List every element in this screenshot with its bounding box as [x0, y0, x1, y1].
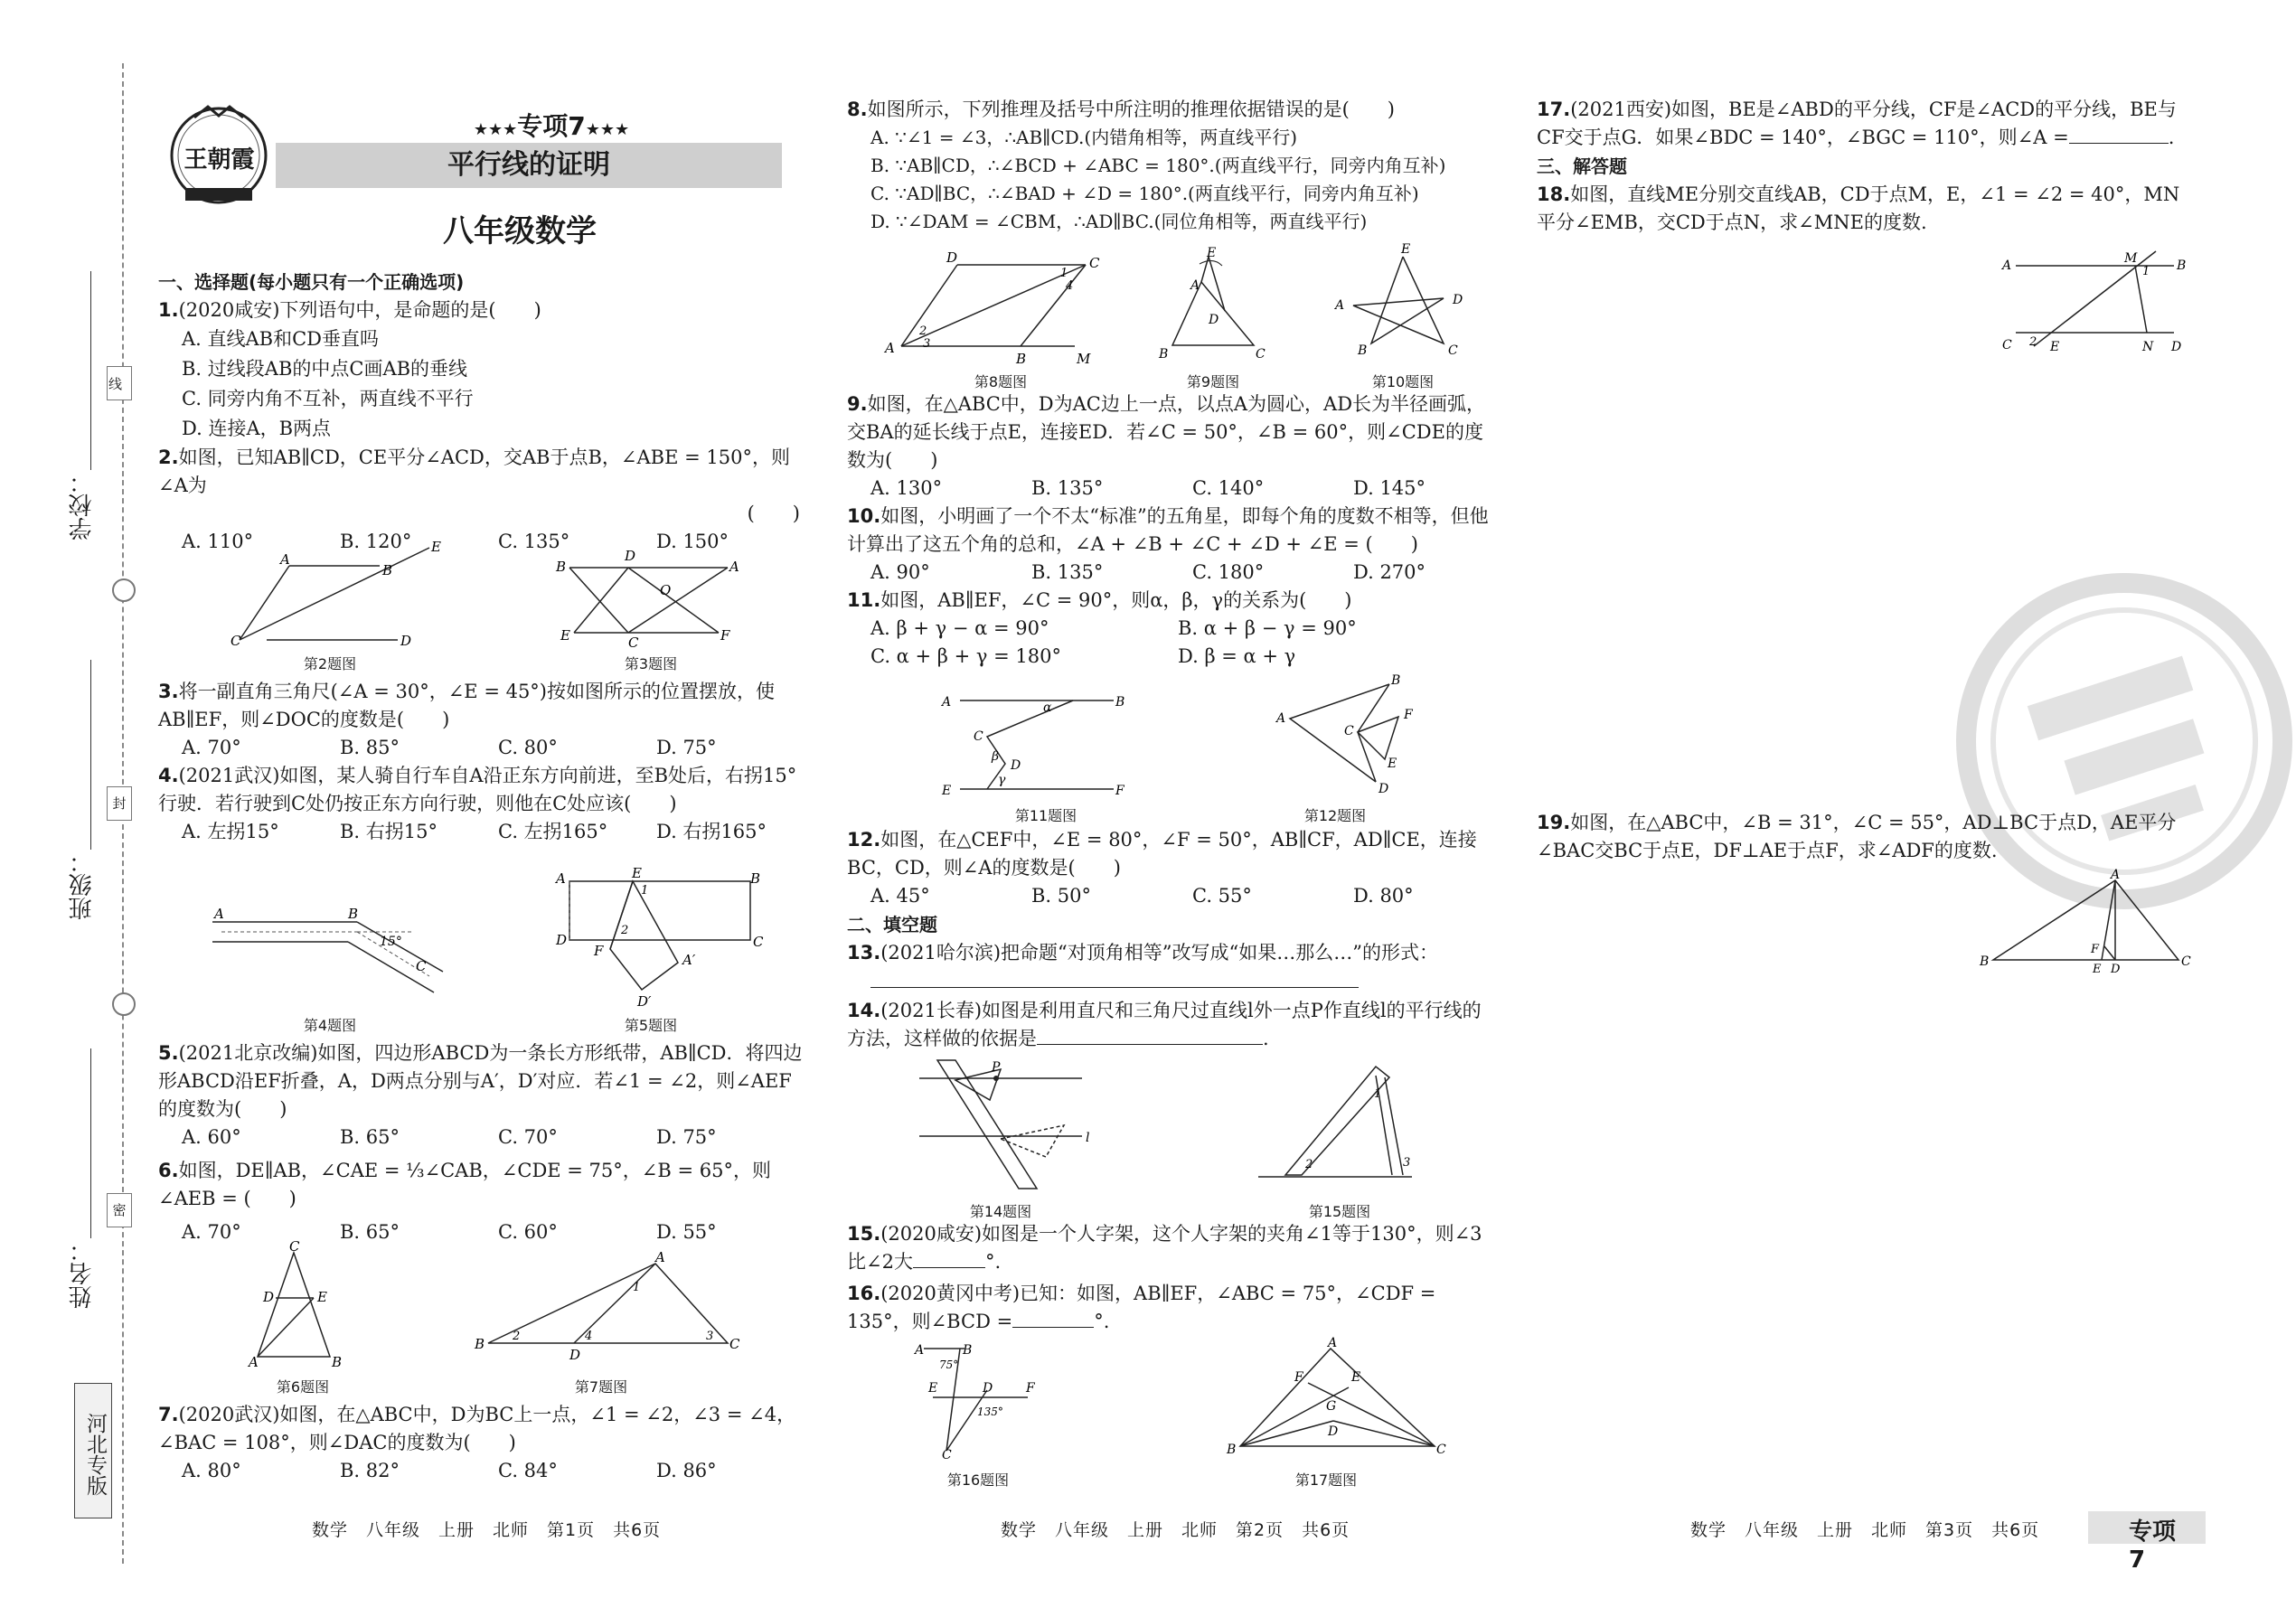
ornament-icon [112, 992, 136, 1016]
q12-option-c[interactable]: C. 55° [1192, 885, 1252, 907]
svg-text:1: 1 [1374, 1087, 1382, 1101]
svg-text:B: B [332, 1354, 343, 1370]
name-blank[interactable] [90, 1048, 91, 1238]
question-11: 11.如图，AB∥EF，∠C = 90°，则α，β，γ的关系为( ) [847, 589, 1352, 611]
q1-option-d[interactable]: D. 连接A，B两点 [182, 418, 332, 439]
caption-fig4: 第4题图 [303, 1017, 357, 1034]
svg-text:F: F [720, 627, 730, 644]
brand-logo [158, 99, 280, 212]
q4-option-a[interactable]: A. 左拐15° [182, 821, 279, 842]
q3-options [158, 734, 809, 762]
q3-option-d[interactable]: D. 75° [656, 737, 717, 758]
figure-11 [942, 682, 1123, 800]
svg-text:15°: 15° [380, 935, 402, 949]
svg-text:A: A [249, 1354, 259, 1370]
caption-fig16: 第16题图 [946, 1471, 1010, 1489]
brand-name: 王朝霞 [183, 146, 255, 174]
svg-text:A: A [1276, 711, 1286, 726]
q3-option-c[interactable]: C. 80° [498, 737, 558, 758]
question-18: 18.如图，直线ME分别交直线AB，CD于点M，E，∠1 = ∠2 = 40°，MN平分∠EMB，交CD于点N，求∠MNE的度数. [1537, 183, 2180, 233]
svg-text:C: C [753, 934, 764, 950]
question-14: 14.(2021长春)如图是利用直尺和三角尺过直线l外一点P作直线l的平行线的方法，这样做的依据是 . [847, 1000, 1482, 1049]
svg-text:E: E [2050, 340, 2060, 354]
figure-3 [556, 542, 746, 651]
svg-text:M: M [1077, 351, 1091, 367]
q11-option-d[interactable]: D. β = α + γ [1178, 645, 1296, 667]
footer-page-3: 数学 八年级 上册 北师 第3页 共6页 [1690, 1520, 2040, 1540]
question-17: 17.(2021西安)如图，BE是∠ABD的平分线，CF是∠ACD的平分线，BE与CF交于点G．如果∠BDC = 140°，∠BGC = 110°，则∠A = . [1537, 99, 2177, 148]
svg-text:A: A [1335, 298, 1345, 313]
svg-text:B: B [382, 562, 393, 578]
question-16: 16.(2020黄冈中考)已知：如图，AB∥EF，∠ABC = 75°，∠CDF = 135°，则∠BCD = °. [847, 1283, 1436, 1332]
caption-fig7: 第7题图 [574, 1378, 628, 1396]
svg-text:B: B [1227, 1443, 1237, 1457]
q8-options [847, 124, 1498, 236]
figure-10 [1331, 244, 1475, 362]
figure-18 [1998, 251, 2188, 360]
caption-fig5: 第5题图 [624, 1017, 678, 1034]
svg-text:B: B [348, 906, 359, 922]
svg-text:A: A [729, 559, 739, 575]
figure-14 [919, 1053, 1100, 1198]
edition-badge: 河北专版 [74, 1383, 112, 1518]
q16-answer-blank[interactable] [1012, 1309, 1094, 1328]
topic-label: ★★★专项7★★★ [473, 111, 630, 141]
svg-text:C: C [289, 1238, 300, 1255]
svg-text:C: C [1436, 1443, 1446, 1457]
svg-text:E: E [1207, 246, 1217, 260]
svg-text:3: 3 [706, 1330, 714, 1343]
q5-option-a[interactable]: A. 60° [182, 1126, 241, 1148]
q6-options [158, 1218, 809, 1246]
svg-text:α: α [1043, 700, 1052, 715]
svg-text:C: C [1089, 255, 1100, 271]
svg-text:A: A [655, 1249, 665, 1265]
q6-option-a[interactable]: A. 70° [182, 1221, 241, 1243]
question-2: 2.如图，已知AB∥CD，CE平分∠ACD，交AB于点B，∠ABE = 150°，则∠A为 [158, 447, 790, 496]
q4-option-d[interactable]: D. 右拐165° [656, 821, 767, 842]
figure-6 [249, 1238, 348, 1370]
svg-text:135°: 135° [977, 1405, 1003, 1418]
question-1: 1.(2020咸安)下列语句中，是命题的是( ) [158, 299, 541, 321]
svg-text:C: C [416, 958, 427, 974]
svg-text:B: B [1391, 673, 1401, 688]
svg-text:C: C [1256, 347, 1266, 362]
q10-option-d[interactable]: D. 270° [1353, 561, 1426, 583]
column-3 [1537, 0, 2191, 1617]
q7-options [158, 1457, 809, 1485]
q1-option-a[interactable]: A. 直线AB和CD垂直吗 [182, 328, 380, 350]
q12-options [847, 882, 1498, 910]
svg-text:A: A [1328, 1336, 1338, 1350]
section-fill: 二、填空题 [847, 914, 937, 935]
svg-text:D: D [1453, 293, 1463, 307]
q12-option-b[interactable]: B. 50° [1031, 885, 1092, 907]
svg-text:D: D [1011, 758, 1021, 773]
question-10: 10.如图，小明画了一个不太“标准”的五角星，即每个角的度数不相等，但他计算出了这五个角的总和，∠A + ∠B + ∠C + ∠D + ∠E = ( ) [847, 505, 1489, 555]
question-8: 8.如图所示，下列推理及括号中所注明的推理依据错误的是( ) [847, 99, 1395, 120]
q10-options [847, 559, 1498, 587]
svg-text:A: A [1190, 278, 1200, 293]
svg-text:l: l [1086, 1131, 1090, 1145]
svg-text:O: O [660, 582, 672, 598]
svg-text:E: E [1388, 757, 1397, 771]
q10-option-c[interactable]: C. 180° [1192, 561, 1265, 583]
svg-text:E: E [1401, 242, 1411, 257]
svg-text:2: 2 [513, 1330, 521, 1343]
footer-topic-tag: 专项7 [2129, 1518, 2177, 1574]
svg-text:B: B [1980, 954, 1990, 969]
caption-fig12: 第12题图 [1303, 807, 1367, 824]
q1-options [158, 324, 809, 444]
svg-text:D: D [625, 548, 636, 564]
question-9: 9.如图，在△ABC中，D为AC边上一点，以点A为圆心，AD长为半径画弧，交BA的延长线于点E，连接ED．若∠C = 50°，∠B = 60°，则∠CDE的度数为( ) [847, 393, 1486, 471]
svg-text:F: F [594, 943, 604, 959]
svg-text:3: 3 [923, 337, 931, 351]
q8-option-d[interactable]: D. ∵∠DAM = ∠CBM，∴AD∥BC.(同位角相等，两直线平行) [870, 211, 1368, 232]
q5-options [158, 1123, 809, 1152]
ornament-icon [112, 578, 136, 602]
svg-text:A: A [214, 906, 224, 922]
q10-option-a[interactable]: A. 90° [870, 561, 930, 583]
q9-option-b[interactable]: B. 135° [1031, 477, 1104, 499]
q9-option-d[interactable]: D. 145° [1353, 477, 1426, 499]
svg-text:1: 1 [633, 1281, 641, 1294]
section-choice: 一、选择题(每小题只有一个正确选项) [158, 271, 465, 293]
q11-option-b[interactable]: B. α + β − γ = 90° [1178, 617, 1357, 639]
svg-text:A: A [885, 340, 895, 356]
q7-option-c[interactable]: C. 84° [498, 1460, 558, 1481]
q2-option-c[interactable]: C. 135° [498, 531, 570, 552]
q11-option-c[interactable]: C. α + β + γ = 180° [870, 645, 1061, 667]
svg-text:P: P [992, 1060, 1001, 1075]
question-4: 4.(2021武汉)如图，某人骑自行车自A沿正东方向前进，至B处后，右拐15°行驶．若行驶到C处仍按正东方向行驶，则他在C处应该( ) [158, 765, 797, 814]
svg-text:2: 2 [919, 324, 927, 338]
caption-fig15: 第15题图 [1308, 1203, 1371, 1220]
svg-text:E: E [1351, 1370, 1361, 1385]
question-13: 13.(2021哈尔滨)把命题“对顶角相等”改写成“如果…那么…”的形式： [847, 942, 1438, 964]
class-label: 班级： [69, 850, 96, 920]
svg-text:1: 1 [2142, 265, 2150, 278]
caption-fig17: 第17题图 [1294, 1471, 1358, 1489]
svg-text:A: A [2111, 868, 2121, 882]
q9-option-c[interactable]: C. 140° [1192, 477, 1265, 499]
svg-text:4: 4 [585, 1330, 593, 1343]
svg-text:D: D [263, 1289, 275, 1305]
svg-text:D′: D′ [637, 993, 652, 1010]
figure-12 [1272, 673, 1416, 795]
q6-option-c[interactable]: C. 60° [498, 1221, 558, 1243]
class-blank[interactable] [90, 660, 91, 850]
q3-option-b[interactable]: B. 85° [340, 737, 400, 758]
q7-option-a[interactable]: A. 80° [182, 1460, 241, 1481]
q2-option-b[interactable]: B. 120° [340, 531, 412, 552]
svg-text:A: A [2002, 259, 2012, 273]
line-marker: 线 [107, 366, 132, 400]
svg-text:B: B [963, 1343, 973, 1358]
q14-answer-blank[interactable] [1037, 1026, 1263, 1045]
svg-text:C: C [2181, 954, 2191, 969]
q11-option-a[interactable]: A. β + γ − α = 90° [870, 617, 1049, 639]
svg-text:B: B [1115, 695, 1125, 710]
dense-marker: 密 [107, 1193, 132, 1227]
svg-text:E: E [632, 865, 642, 881]
svg-text:B: B [1358, 343, 1368, 358]
svg-text:D: D [983, 1381, 993, 1396]
q4-option-b[interactable]: B. 右拐15° [340, 821, 438, 842]
name-label: 姓名： [69, 1238, 96, 1309]
svg-text:D: D [569, 1347, 581, 1363]
svg-text:A: A [915, 1343, 925, 1358]
svg-text:D: D [1328, 1424, 1339, 1439]
svg-text:C: C [1344, 724, 1354, 738]
svg-text:F: F [1115, 784, 1124, 798]
svg-text:1: 1 [641, 884, 649, 898]
q9-options [847, 475, 1498, 503]
q11-options-row1 [847, 615, 1498, 643]
caption-fig8: 第8题图 [974, 373, 1028, 390]
svg-text:E: E [2093, 963, 2102, 976]
caption-fig3: 第3题图 [624, 655, 678, 672]
figure-9 [1154, 246, 1272, 363]
footer-page-2: 数学 八年级 上册 北师 第2页 共6页 [1001, 1520, 1350, 1540]
q2-answer-paren[interactable]: ( ) [747, 503, 800, 524]
q2-option-d[interactable]: D. 150° [656, 531, 729, 552]
question-12: 12.如图，在△CEF中，∠E = 80°，∠F = 50°，AB∥CF，AD∥CE，连接BC，CD，则∠A的度数是( ) [847, 829, 1477, 879]
q13-answer-blank[interactable] [870, 967, 1359, 988]
question-7: 7.(2020武汉)如图，在△ABC中，D为BC上一点，∠1 = ∠2，∠3 = ∠4，∠BAC = 108°，则∠DAC的度数为( ) [158, 1404, 796, 1453]
svg-text:C: C [628, 635, 639, 651]
svg-text:F: F [1294, 1370, 1303, 1385]
caption-fig11: 第11题图 [1014, 807, 1077, 824]
svg-text:75°: 75° [939, 1358, 959, 1371]
svg-text:E: E [317, 1289, 327, 1305]
svg-text:F: F [1404, 708, 1413, 722]
q15-answer-blank[interactable] [913, 1249, 985, 1268]
svg-text:A: A [280, 551, 290, 568]
svg-text:E: E [431, 539, 441, 555]
question-3: 3.将一副直角三角尺(∠A = 30°，∠E = 45°)按如图所示的位置摆放，使AB∥EF，则∠DOC的度数是( ) [158, 681, 775, 730]
svg-text:β: β [992, 749, 1000, 764]
q7-option-b[interactable]: B. 82° [340, 1460, 400, 1481]
q12-option-d[interactable]: D. 80° [1353, 885, 1414, 907]
svg-text:D: D [2111, 963, 2121, 976]
page-title: 平行线的证明 [447, 149, 610, 181]
svg-text:D: D [946, 249, 958, 266]
caption-fig2: 第2题图 [303, 655, 357, 672]
q11-options-row2 [847, 643, 1498, 671]
caption-fig14: 第14题图 [969, 1203, 1032, 1220]
q6-option-b[interactable]: B. 65° [340, 1221, 400, 1243]
school-blank[interactable] [90, 271, 91, 470]
svg-text:C: C [231, 633, 241, 649]
q4-options [158, 818, 809, 846]
q8-option-c[interactable]: C. ∵AD∥BC，∴∠BAD + ∠D = 180°.(两直线平行，同旁内角互补) [870, 183, 1419, 204]
svg-text:A: A [556, 870, 566, 887]
svg-text:E: E [560, 627, 570, 644]
svg-text:B: B [750, 870, 761, 887]
q12-option-a[interactable]: A. 45° [870, 885, 930, 907]
caption-fig10: 第10题图 [1371, 373, 1435, 390]
svg-text:B: B [475, 1336, 485, 1352]
svg-text:B: B [1159, 347, 1169, 362]
svg-text:D: D [556, 932, 568, 948]
figure-17 [1227, 1338, 1453, 1460]
binding-sidebar [0, 0, 127, 1617]
svg-text:2: 2 [621, 924, 629, 937]
question-15: 15.(2020咸安)如图是一个人字架，这个人字架的夹角∠1等于130°，则∠3比∠2大 °. [847, 1223, 1482, 1273]
section-solve: 三、解答题 [1537, 155, 1627, 177]
figure-4 [212, 895, 447, 1003]
svg-text:D: D [1209, 313, 1219, 327]
seal-marker: 封 [107, 786, 132, 821]
figure-16 [910, 1338, 1037, 1460]
caption-fig9: 第9题图 [1186, 373, 1240, 390]
svg-text:C: C [2002, 338, 2012, 353]
svg-text:F: F [2091, 943, 2100, 956]
q8-option-a[interactable]: A. ∵∠1 = ∠3，∴AB∥CD.(内错角相等，两直线平行) [870, 127, 1298, 148]
svg-text:F: F [1026, 1381, 1035, 1396]
q6-option-d[interactable]: D. 55° [656, 1221, 717, 1243]
svg-text:A: A [942, 695, 952, 710]
svg-text:C: C [1448, 343, 1458, 358]
question-5: 5.(2021北京改编)如图，四边形ABCD为一条长方形纸带，AB∥CD．将四边形ABCD沿EF折叠，A，D两点分别与A′，D′对应．若∠1 = ∠2，则∠AEF的度数为( ) [158, 1042, 803, 1120]
svg-text:B: B [556, 559, 567, 575]
svg-text:4: 4 [1066, 279, 1074, 293]
svg-text:N: N [2142, 340, 2154, 354]
figure-7 [475, 1249, 746, 1363]
q2-option-a[interactable]: A. 110° [182, 531, 254, 552]
column-2 [847, 0, 1498, 1617]
svg-text:C: C [942, 1448, 952, 1462]
svg-text:C: C [974, 729, 983, 744]
subject-title: 八年级数学 [443, 213, 597, 249]
svg-text:3: 3 [1403, 1156, 1411, 1170]
figure-8 [885, 251, 1111, 369]
svg-text:D: D [2171, 340, 2182, 354]
q8-option-b[interactable]: B. ∵AB∥CD，∴∠BCD + ∠ABC = 180°.(两直线平行，同旁内角互补) [870, 155, 1446, 176]
svg-text:E: E [942, 784, 952, 798]
q1-option-b[interactable]: B. 过线段AB的中点C画AB的垂线 [182, 358, 468, 380]
q3-option-a[interactable]: A. 70° [182, 737, 241, 758]
svg-text:2: 2 [1305, 1158, 1313, 1171]
question-19: 19.如图，在△ABC中，∠B = 31°，∠C = 55°，AD⊥BC于点D，AE平分∠BAC交BC于点E，DF⊥AE于点F，求∠ADF的度数. [1537, 812, 2177, 861]
q5-option-c[interactable]: C. 70° [498, 1126, 558, 1148]
q9-option-a[interactable]: A. 130° [870, 477, 943, 499]
svg-text:1: 1 [1060, 267, 1068, 280]
column-1 [158, 0, 809, 1617]
question-6: 6.如图，DE∥AB，∠CAE = ⅓∠CAB，∠CDE = 75°，∠B = 65°，则∠AEB = ( ) [158, 1160, 771, 1209]
svg-text:D: D [400, 633, 412, 649]
q5-option-b[interactable]: B. 65° [340, 1126, 400, 1148]
figure-2 [231, 539, 441, 649]
svg-text:A′: A′ [682, 952, 696, 968]
figure-19 [1975, 870, 2192, 978]
q1-option-c[interactable]: C. 同旁内角不互补，两直线不平行 [182, 388, 474, 409]
svg-text:C: C [729, 1336, 740, 1352]
caption-fig6: 第6题图 [276, 1378, 330, 1396]
q17-answer-blank[interactable] [2069, 125, 2169, 144]
svg-text:γ: γ [998, 773, 1006, 787]
footer-page-1: 数学 八年级 上册 北师 第1页 共6页 [312, 1520, 662, 1540]
q7-option-d[interactable]: D. 86° [656, 1460, 717, 1481]
figure-15 [1258, 1058, 1421, 1193]
q5-option-d[interactable]: D. 75° [656, 1126, 717, 1148]
svg-text:G: G [1326, 1399, 1337, 1414]
figure-5 [556, 863, 764, 1008]
q10-option-b[interactable]: B. 135° [1031, 561, 1104, 583]
svg-text:B: B [2177, 259, 2187, 273]
q4-option-c[interactable]: C. 左拐165° [498, 821, 608, 842]
svg-text:D: D [1379, 782, 1389, 796]
svg-text:2: 2 [2029, 335, 2037, 349]
svg-text:B: B [1016, 351, 1027, 367]
svg-text:E: E [928, 1381, 938, 1396]
school-label: 学校： [69, 470, 96, 541]
svg-text:M: M [2124, 251, 2138, 266]
